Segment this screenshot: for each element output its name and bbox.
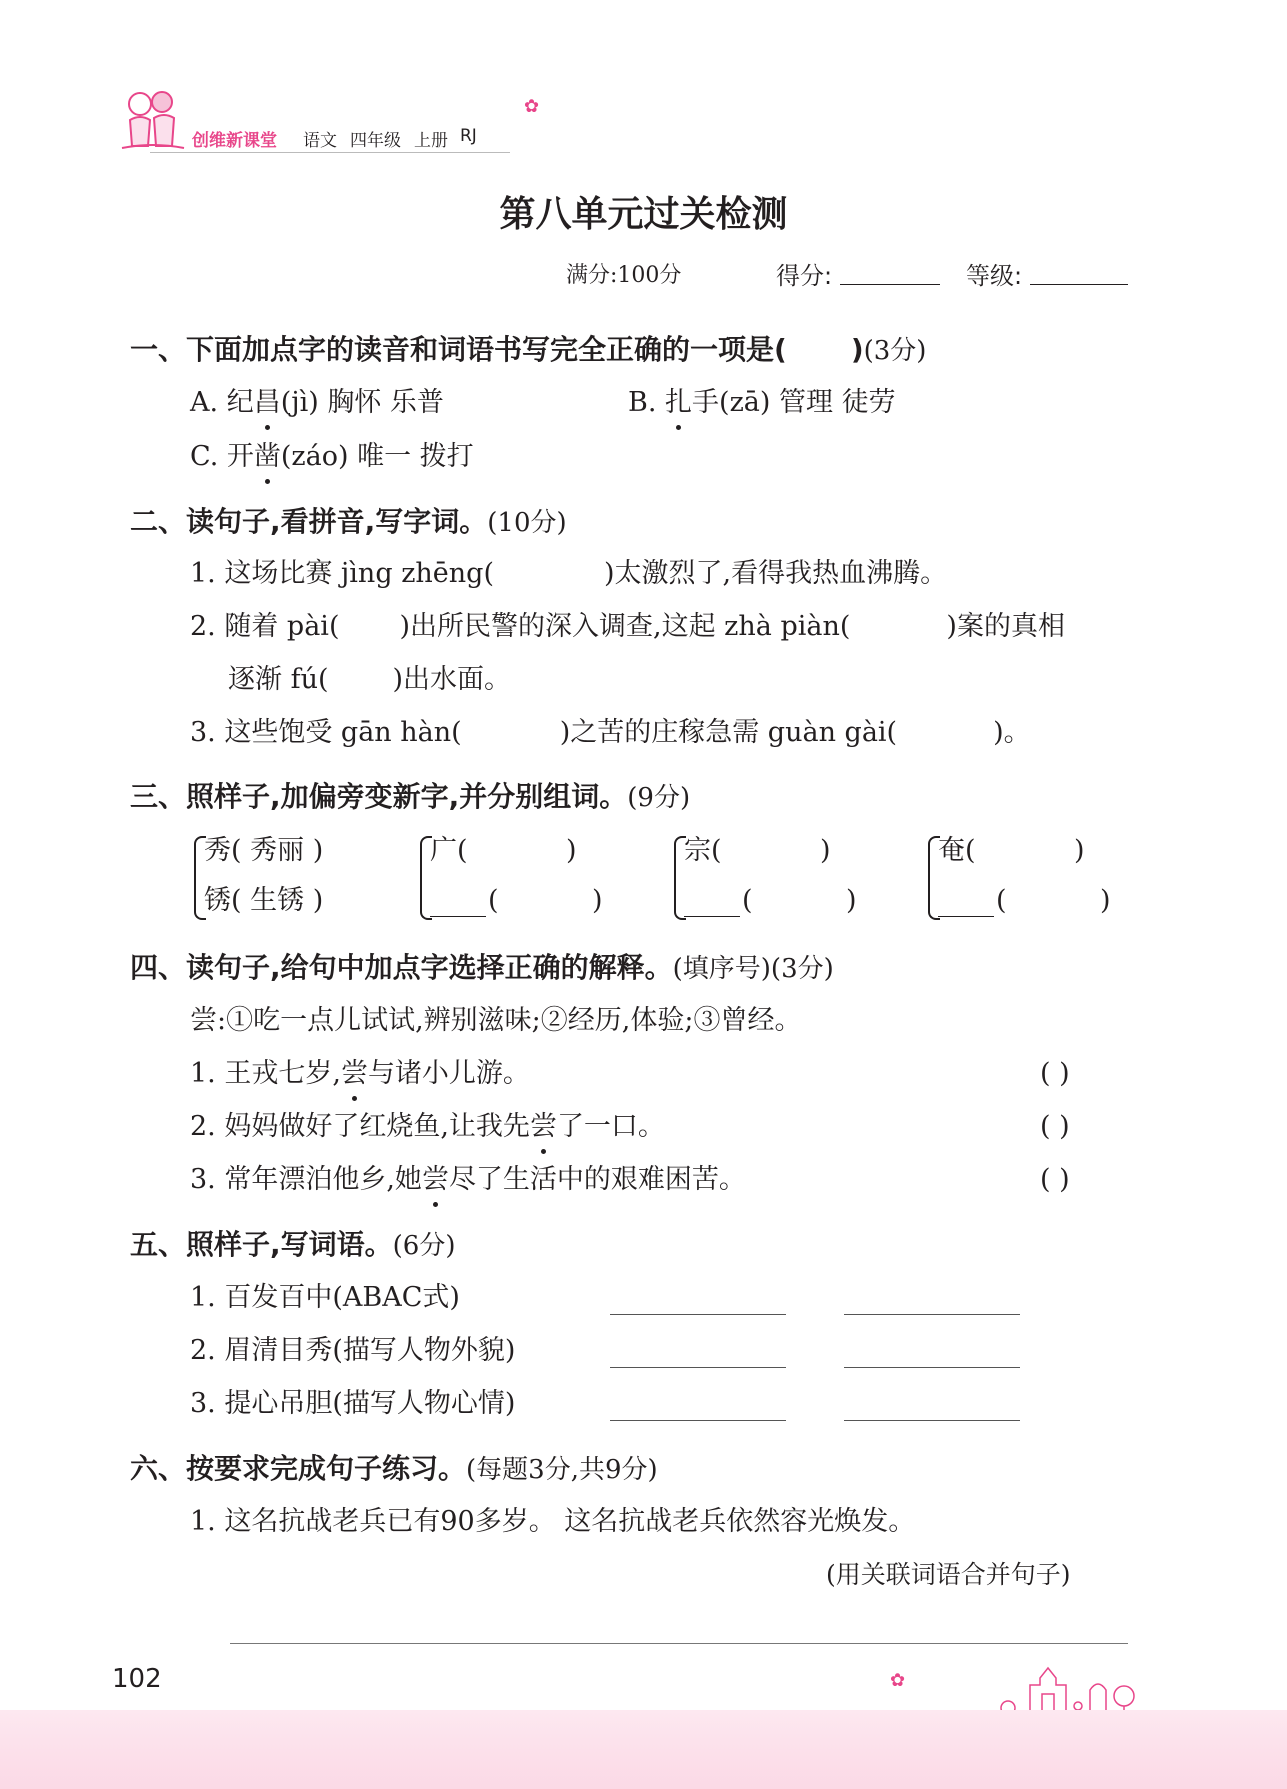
group-1-close-paren: ) bbox=[592, 885, 603, 916]
group-1-close-paren-top: ) bbox=[566, 835, 577, 866]
section-1-heading bbox=[130, 332, 926, 369]
s4-q3-text-rest: 尽了生活中的艰难困苦。 bbox=[448, 1164, 746, 1195]
header-edition: RJ bbox=[460, 126, 477, 146]
s5-q2-answer-line-1[interactable] bbox=[610, 1367, 786, 1368]
s4-q3-text: 3. 常年漂泊他乡,她 bbox=[190, 1164, 422, 1195]
s2-q2-text-mid: )出所民警的深入调查,这起 zhà piàn( bbox=[399, 611, 851, 642]
option-b-dotted-char: 扎 bbox=[665, 387, 693, 418]
group-2-char: 宗( bbox=[684, 835, 722, 866]
section-4-definition: 尝:①吃一点儿试试,辨别滋味;②经历,体验;③曾经。 bbox=[190, 1005, 802, 1036]
section-6-question-1: 1. 这名抗战老兵已有90多岁。 这名抗战老兵依然容光焕发。 bbox=[190, 1506, 916, 1537]
group-3-close-paren: ) bbox=[1100, 885, 1111, 916]
s4-q2-text: 2. 妈妈做好了红烧鱼,让我先 bbox=[190, 1111, 530, 1142]
score-label: 得分: bbox=[776, 262, 833, 290]
header-subject: 语文 bbox=[303, 131, 337, 151]
section-1-heading-text: 一、下面加点字的读音和词语书写完全正确的一项是( bbox=[130, 333, 787, 366]
section-1-points: (3分) bbox=[863, 336, 927, 366]
s2-q1-text: 1. 这场比赛 jìng zhēng( bbox=[190, 558, 494, 589]
option-c-text-rest: (záo) 唯一 拨打 bbox=[280, 441, 474, 472]
example-top: 秀( 秀丽 ) bbox=[204, 835, 324, 866]
group-3-open-paren: ( bbox=[996, 885, 1007, 916]
section-5-question-1: 1. 百发百中(ABAC式) bbox=[190, 1282, 460, 1313]
group-1-char: 广( bbox=[430, 835, 468, 866]
section-2-heading bbox=[130, 504, 567, 541]
flower-decoration-icon: ✿ bbox=[524, 96, 540, 117]
section-5-heading-text: 五、照样子,写词语。 bbox=[130, 1228, 393, 1261]
s2-q2-text-line2-rest: )出水面。 bbox=[392, 664, 512, 695]
section-5-points: (6分) bbox=[392, 1231, 456, 1261]
section-4-question-1 bbox=[190, 1057, 530, 1091]
group-2-close-paren-top: ) bbox=[820, 835, 831, 866]
section-3-heading-text: 三、照样子,加偏旁变新字,并分别组词。 bbox=[130, 780, 628, 813]
header-grade: 四年级 bbox=[350, 131, 401, 151]
s4-q1-answer-paren[interactable]: ( ) bbox=[1040, 1058, 1070, 1089]
section-2-question-1 bbox=[190, 557, 947, 591]
section-4-heading bbox=[130, 950, 834, 987]
option-c-dotted-char: 凿 bbox=[253, 441, 281, 472]
grade-label: 等级: bbox=[966, 262, 1023, 290]
section-6-heading-text: 六、按要求完成句子练习。 bbox=[130, 1452, 467, 1485]
option-a-text-rest: (jì) 胸怀 乐普 bbox=[280, 387, 444, 418]
s4-q1-dotted-char: 尝 bbox=[340, 1058, 368, 1089]
s2-q3-text: 3. 这些饱受 gān hàn( bbox=[190, 717, 462, 748]
section-2-points: (10分) bbox=[487, 508, 567, 538]
section-6-points: (每题3分,共9分) bbox=[466, 1455, 658, 1485]
section-2-question-2 bbox=[190, 610, 1065, 644]
section-6-question-1-requirement: (用关联词语合并句子) bbox=[826, 1560, 1071, 1589]
s6-q1-answer-line[interactable] bbox=[230, 1643, 1128, 1644]
s4-q1-text-rest: 与诸小儿游。 bbox=[367, 1058, 530, 1089]
option-c-label: C. bbox=[190, 441, 219, 472]
section-5-question-2: 2. 眉清目秀(描写人物外貌) bbox=[190, 1335, 516, 1366]
full-score: 满分:100分 bbox=[566, 263, 682, 288]
option-b-label: B. bbox=[628, 387, 657, 418]
example-bottom: 锈( 生锈 ) bbox=[204, 885, 324, 916]
header-brand: 创维新课堂 bbox=[192, 131, 277, 151]
group-2-close-paren: ) bbox=[846, 885, 857, 916]
s4-q2-text-rest: 了一口。 bbox=[556, 1111, 665, 1142]
grade-blank[interactable] bbox=[1030, 284, 1128, 285]
header-volume: 上册 bbox=[414, 131, 448, 151]
option-a-label: A. bbox=[190, 387, 219, 418]
s2-q3-text-mid: )之苦的庄稼急需 guàn gài( bbox=[559, 717, 898, 748]
group-3-new-char-blank[interactable] bbox=[938, 916, 994, 917]
score-blank[interactable] bbox=[840, 284, 940, 285]
s2-q1-text-rest: )太激烈了,看得我热血沸腾。 bbox=[604, 558, 948, 589]
s4-q3-dotted-char: 尝 bbox=[421, 1164, 449, 1195]
s2-q2-text-end: )案的真相 bbox=[946, 611, 1065, 642]
section-5-question-3: 3. 提心吊胆(描写人物心情) bbox=[190, 1388, 516, 1419]
footer-pink-band bbox=[0, 1710, 1287, 1789]
s5-q1-answer-line-1[interactable] bbox=[610, 1314, 786, 1315]
section-1-option-c bbox=[190, 440, 474, 474]
option-a-text: 纪 bbox=[226, 387, 254, 418]
option-c-text: 开 bbox=[226, 441, 254, 472]
section-1-heading-end: ) bbox=[850, 333, 864, 366]
header-divider bbox=[150, 152, 510, 153]
section-1-option-b bbox=[628, 386, 896, 420]
footer-flower-icon: ✿ bbox=[890, 1670, 906, 1691]
s4-q3-answer-paren[interactable]: ( ) bbox=[1040, 1164, 1070, 1195]
group-1-new-char-blank[interactable] bbox=[430, 916, 486, 917]
s4-q2-dotted-char: 尝 bbox=[529, 1111, 557, 1142]
s5-q2-answer-line-2[interactable] bbox=[844, 1367, 1020, 1368]
page-number: 102 bbox=[112, 1664, 162, 1694]
option-a-dotted-char: 昌 bbox=[253, 387, 281, 418]
s5-q3-answer-line-2[interactable] bbox=[844, 1420, 1020, 1421]
section-1-option-a bbox=[190, 386, 444, 420]
group-3-close-paren-top: ) bbox=[1074, 835, 1085, 866]
page-title: 第八单元过关检测 bbox=[499, 194, 788, 235]
group-2-new-char-blank[interactable] bbox=[684, 916, 740, 917]
section-5-heading bbox=[130, 1227, 455, 1264]
section-3-heading bbox=[130, 779, 690, 816]
section-2-question-3 bbox=[190, 716, 1031, 750]
section-4-question-2 bbox=[190, 1110, 665, 1144]
group-2-open-paren: ( bbox=[742, 885, 753, 916]
group-3-char: 奄( bbox=[938, 835, 976, 866]
section-4-heading-text: 四、读句子,给句中加点字选择正确的解释。 bbox=[130, 951, 673, 984]
s2-q2-text-line2: 逐渐 fú( bbox=[228, 664, 329, 695]
option-b-text-rest: 手(zā) 管理 徒劳 bbox=[692, 387, 896, 418]
section-3-points: (9分) bbox=[627, 783, 691, 813]
s4-q2-answer-paren[interactable]: ( ) bbox=[1040, 1111, 1070, 1142]
s5-q1-answer-line-2[interactable] bbox=[844, 1314, 1020, 1315]
section-4-question-3 bbox=[190, 1163, 746, 1197]
section-2-question-2-cont bbox=[228, 663, 511, 697]
header-logo-illustration bbox=[118, 86, 188, 152]
s4-q1-text: 1. 王戎七岁, bbox=[190, 1058, 341, 1089]
s2-q3-text-end: )。 bbox=[993, 717, 1031, 748]
section-6-heading bbox=[130, 1451, 658, 1488]
group-1-open-paren: ( bbox=[488, 885, 499, 916]
s2-q2-text: 2. 随着 pài( bbox=[190, 611, 340, 642]
section-2-heading-text: 二、读句子,看拼音,写字词。 bbox=[130, 505, 488, 538]
s5-q3-answer-line-1[interactable] bbox=[610, 1420, 786, 1421]
section-4-points: (填序号)(3分) bbox=[672, 954, 834, 984]
